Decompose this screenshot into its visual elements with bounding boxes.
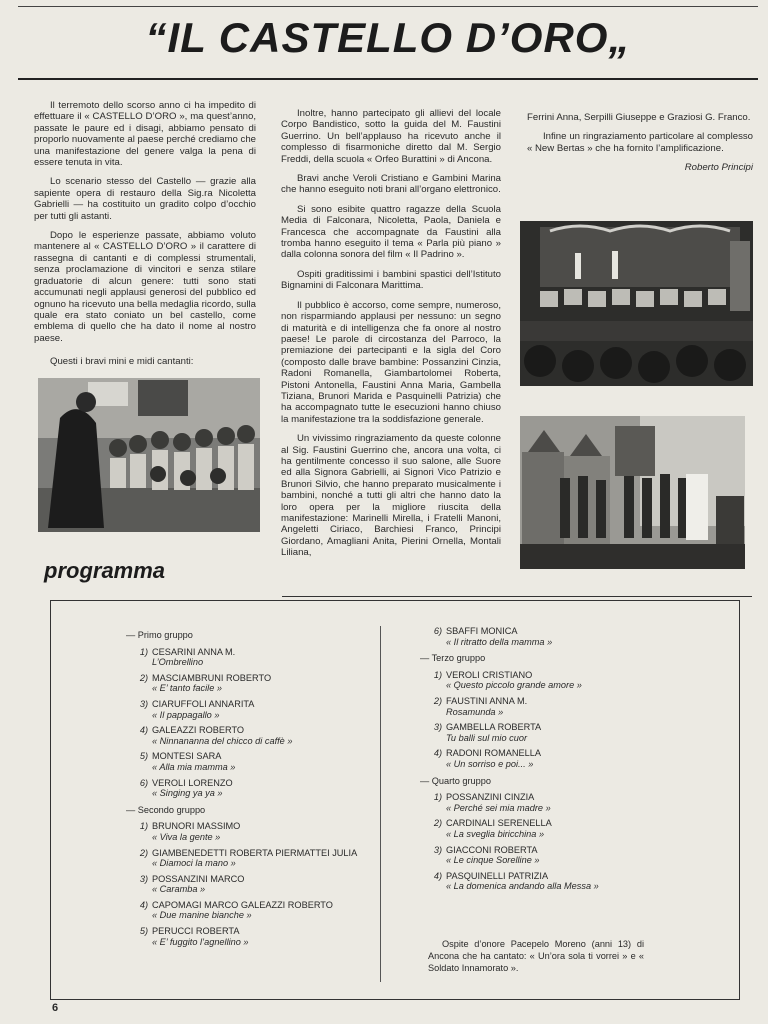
performer-name: CIARUFFOLI ANNARITA	[152, 698, 255, 709]
song-title: « La sveglia biricchina »	[446, 828, 545, 839]
song-title: « E’ tanto facile »	[152, 683, 222, 694]
paragraph: Lo scenario stesso del Castello — grazie alla sapiente opera di restauro della Sig.ra Nicoletta Gabrielli — ha costituito un gradito colpo d’occhio per tutti gli astanti.	[34, 176, 256, 222]
paragraph: Il pubblico è accorso, come sempre, numeroso, non risparmiando applausi per nessuno: un segno di maturità e di intelligenza che fa onore al nostro paese! Le parole di circostanza del Parroco, la premiazione dei partecipanti e la sigla del Coro (composto dalle brave bambine: Possanzini Cinzia, Radoni Romanella, Giambartolomei Roberta, Pistoni Antonella, Faustini Anna Maria, Gambella Tiziana, Brunori Marida e Pasquinelli Patrizia) che ha accompagnato tutte le esecuzioni hanno chiuso la manifestazione tra la soddisfazione generale.	[281, 299, 501, 425]
entry-number: 1)	[139, 646, 148, 657]
song-title: « Singing ya ya »	[152, 788, 223, 799]
song-title: L’Ombrellino	[152, 657, 204, 668]
song-title: Rosamunda »	[446, 706, 504, 717]
programma-entry	[428, 792, 728, 813]
entry-number: 2)	[139, 672, 148, 683]
author-signature: Roberto Principi	[684, 162, 753, 174]
entry-number: 4)	[139, 725, 148, 736]
entry-number: 4)	[433, 748, 442, 759]
performer-name: PASQUINELLI PATRIZIA	[446, 870, 549, 881]
entry-body	[446, 818, 552, 839]
song-title: « Viva la gente »	[152, 831, 221, 842]
entry-body	[446, 845, 539, 866]
song-title: « Due manine bianche »	[152, 910, 252, 921]
photo-castle-stage	[520, 416, 745, 569]
page-number: 6	[52, 1002, 59, 1014]
article-column-3	[527, 112, 753, 182]
entry-number: 5)	[139, 926, 148, 937]
programma-entry	[134, 699, 374, 720]
programma-entry	[428, 748, 728, 769]
programma-heading: programma	[44, 558, 166, 583]
paragraph: Il terremoto dello scorso anno ci ha impedito di effettuare il « CASTELLO D’ORO », ma quest’anno, passate le paure ed i disagi, abbiamo pensato di proporlo nuovamente al paese perché crediamo che una manifestazione del genere valga la pena di essere tenuta in vita.	[34, 100, 256, 169]
performer-name: GIAMBENEDETTI ROBERTA PIERMATTEI JULIA	[152, 847, 358, 858]
entry-number: 2)	[139, 847, 148, 858]
entry-body	[446, 696, 527, 717]
performer-name: MASCIAMBRUNI ROBERTO	[152, 672, 272, 683]
entry-number: 1)	[433, 669, 442, 680]
programma-entry	[428, 845, 728, 866]
guest-of-honor	[428, 938, 644, 974]
song-title: « La domenica andando alla Messa »	[446, 881, 599, 892]
performer-name: GIACCONI ROBERTA	[446, 844, 538, 855]
guest-text: Ospite d’onore Pacepelo Moreno (anni 13) di Ancona che ha cantato: « Un’ora sola ti vorrei » e « Soldato Innamorato ».	[428, 939, 644, 973]
programma-entry	[134, 821, 374, 842]
entry-body	[446, 722, 541, 743]
paragraph: Inoltre, hanno partecipato gli allievi del locale Corpo Bandistico, sotto la guida del M. Faustini Guerrino. Un bell’applauso ha ricevuto anche il complesso di fisarmoniche diretto dal M. Sergio Freddi, della scuola « Orfeo Burattini » di Ancona.	[281, 108, 501, 165]
programma-entry	[428, 871, 728, 892]
entry-body	[152, 751, 235, 772]
entry-body	[446, 670, 582, 691]
paragraph: Infine un ringraziamento particolare al complesso « New Bertas » che ha fornito l’amplificazione.	[527, 131, 753, 154]
programma-entry	[428, 818, 728, 839]
entry-number: 3)	[139, 873, 148, 884]
group-heading: — Quarto gruppo	[420, 775, 491, 786]
song-title: « E’ fuggito l’agnellino »	[152, 936, 249, 947]
paragraph: Bravi anche Veroli Cristiano e Gambini Marina che hanno eseguito noti brani all’organo elettronico.	[281, 173, 501, 196]
entry-number: 1)	[433, 792, 442, 803]
performer-name: BRUNORI MASSIMO	[152, 821, 241, 832]
programma-entry	[428, 626, 728, 647]
song-title: « Il ritratto della mamma »	[446, 636, 553, 647]
performer-name: FAUSTINI ANNA M.	[446, 695, 528, 706]
performer-name: GALEAZZI ROBERTO	[152, 725, 245, 736]
photo-children-seated	[38, 378, 260, 532]
song-title: Tu balli sul mio cuor	[446, 732, 528, 743]
entry-body	[446, 748, 541, 769]
song-title: « Ninnananna del chicco di caffè »	[152, 735, 293, 746]
performer-name: GAMBELLA ROBERTA	[446, 722, 542, 733]
performer-name: POSSANZINI MARCO	[152, 873, 245, 884]
performer-name: RADONI ROMANELLA	[446, 748, 541, 759]
entry-number: 3)	[433, 722, 442, 733]
entry-body	[152, 725, 292, 746]
programma-right-list	[420, 626, 728, 897]
performer-name: VEROLI LORENZO	[152, 777, 233, 788]
entry-body	[152, 874, 244, 895]
programma-entry	[134, 751, 374, 772]
article-column-1	[34, 100, 256, 376]
programma-rule	[282, 596, 752, 597]
song-title: « Un sorriso e poi... »	[446, 758, 534, 769]
entry-body	[152, 647, 235, 668]
entry-number: 6)	[139, 777, 148, 788]
entry-body	[152, 926, 249, 947]
song-title: « Perché sei mia madre »	[446, 802, 551, 813]
entry-body	[446, 792, 551, 813]
programma-entry	[428, 696, 728, 717]
programma-entry	[134, 778, 374, 799]
entry-number: 2)	[433, 695, 442, 706]
entry-body	[152, 778, 233, 799]
entry-number: 2)	[433, 818, 442, 829]
group-heading: — Terzo gruppo	[420, 653, 486, 664]
programma-entry	[134, 900, 374, 921]
programma-entry	[428, 722, 728, 743]
paragraph: Si sono esibite quattro ragazze della Scuola Media di Falconara, Nicoletta, Paola, Daniela e Francesca che accompagnate da Faustini alla tromba hanno eseguito il tema « Parla più piano » dalla colonna sonora del film « Il Padrino ».	[281, 203, 501, 261]
entry-body	[152, 848, 357, 869]
performer-name: CAPOMAGI MARCO GALEAZZI ROBERTO	[152, 899, 333, 910]
paragraph: Dopo le esperienze passate, abbiamo voluto mantenere al « CASTELLO D’ORO » il carattere di rassegna di cantanti e di complessi strumentali, senza proclamazione di vincitori e senza stilare graduatorie di alcun genere: tutti sono stati accumunati negli applausi generosi del pubblico ed ognuno ha ricevuto una bella medaglia ricordo, sulla quale era stato coniato un bel castello, come emblema di quello che ha dato il nome al nostro paese.	[34, 230, 256, 344]
programma-entry	[134, 874, 374, 895]
paragraph: Questi i bravi mini e midi cantanti:	[50, 356, 194, 368]
song-title: « Il pappagallo »	[152, 709, 220, 720]
article-column-2	[281, 108, 501, 567]
entry-number: 4)	[433, 870, 442, 881]
song-title: « Questo piccolo grande amore »	[446, 680, 582, 691]
programma-entry	[134, 673, 374, 694]
paragraph: Ospiti graditissimi i bambini spastici dell’Istituto Bignamini di Falconara Marittima.	[281, 268, 501, 292]
performer-name: CARDINALI SERENELLA	[446, 818, 552, 829]
entry-number: 3)	[139, 698, 148, 709]
paragraph: Ferrini Anna, Serpilli Giuseppe e Graziosi G. Franco.	[527, 112, 751, 123]
entry-body	[152, 699, 254, 720]
entry-number: 5)	[139, 751, 148, 762]
performer-name: PERUCCI ROBERTA	[152, 926, 240, 937]
programma-entry	[134, 647, 374, 668]
entry-body	[446, 626, 552, 647]
performer-name: POSSANZINI CINZIA	[446, 792, 535, 803]
entry-number: 6)	[433, 626, 442, 636]
page-title: “IL CASTELLO D’ORO„	[18, 0, 758, 80]
programma-entry	[428, 670, 728, 691]
performer-name: VEROLI CRISTIANO	[446, 669, 533, 680]
programma-entry	[134, 926, 374, 947]
programma-entry	[134, 848, 374, 869]
song-title: « Diamoci la mano »	[152, 858, 236, 869]
entry-number: 3)	[433, 844, 442, 855]
entry-number: 1)	[139, 821, 148, 832]
programma-divider	[380, 626, 381, 982]
group-heading: — Primo gruppo	[126, 630, 193, 640]
programma-left-list	[126, 624, 374, 952]
entry-number: 4)	[139, 899, 148, 910]
entry-body	[152, 821, 240, 842]
programma-entry	[134, 725, 374, 746]
performer-name: MONTESI SARA	[152, 751, 222, 762]
entry-body	[446, 871, 599, 892]
entry-body	[152, 900, 333, 921]
group-heading: — Secondo gruppo	[126, 804, 206, 815]
song-title: « Le cinque Sorelline »	[446, 855, 540, 866]
entry-body	[152, 673, 271, 694]
performer-name: SBAFFI MONICA	[446, 626, 518, 636]
song-title: « Alla mia mamma »	[152, 761, 236, 772]
photo-accordion-ensemble	[520, 221, 753, 386]
song-title: « Caramba »	[152, 884, 206, 895]
paragraph: Un vivissimo ringraziamento da queste colonne al Sig. Faustini Guerrino che, ancora una volta, ci ha gentilmente concesso il suo salone, alle Suore ed alla Signora Gabrielli, ai Signori Vico Patrizio e Brunori Silvio, che hanno preparato musicalmente i bambini, nonché a tutti gli altri che hanno dato la loro opera per la migliore riuscita della manifestazione: Marinelli Mirella, i Fratelli Manoni, Angeletti Ciriaco, Barchiesi Franco, Principi Giordano, Amagliani Anita, Pierini Ornella, Montali Liliana,	[281, 433, 501, 559]
performer-name: CESARINI ANNA M.	[152, 646, 236, 657]
